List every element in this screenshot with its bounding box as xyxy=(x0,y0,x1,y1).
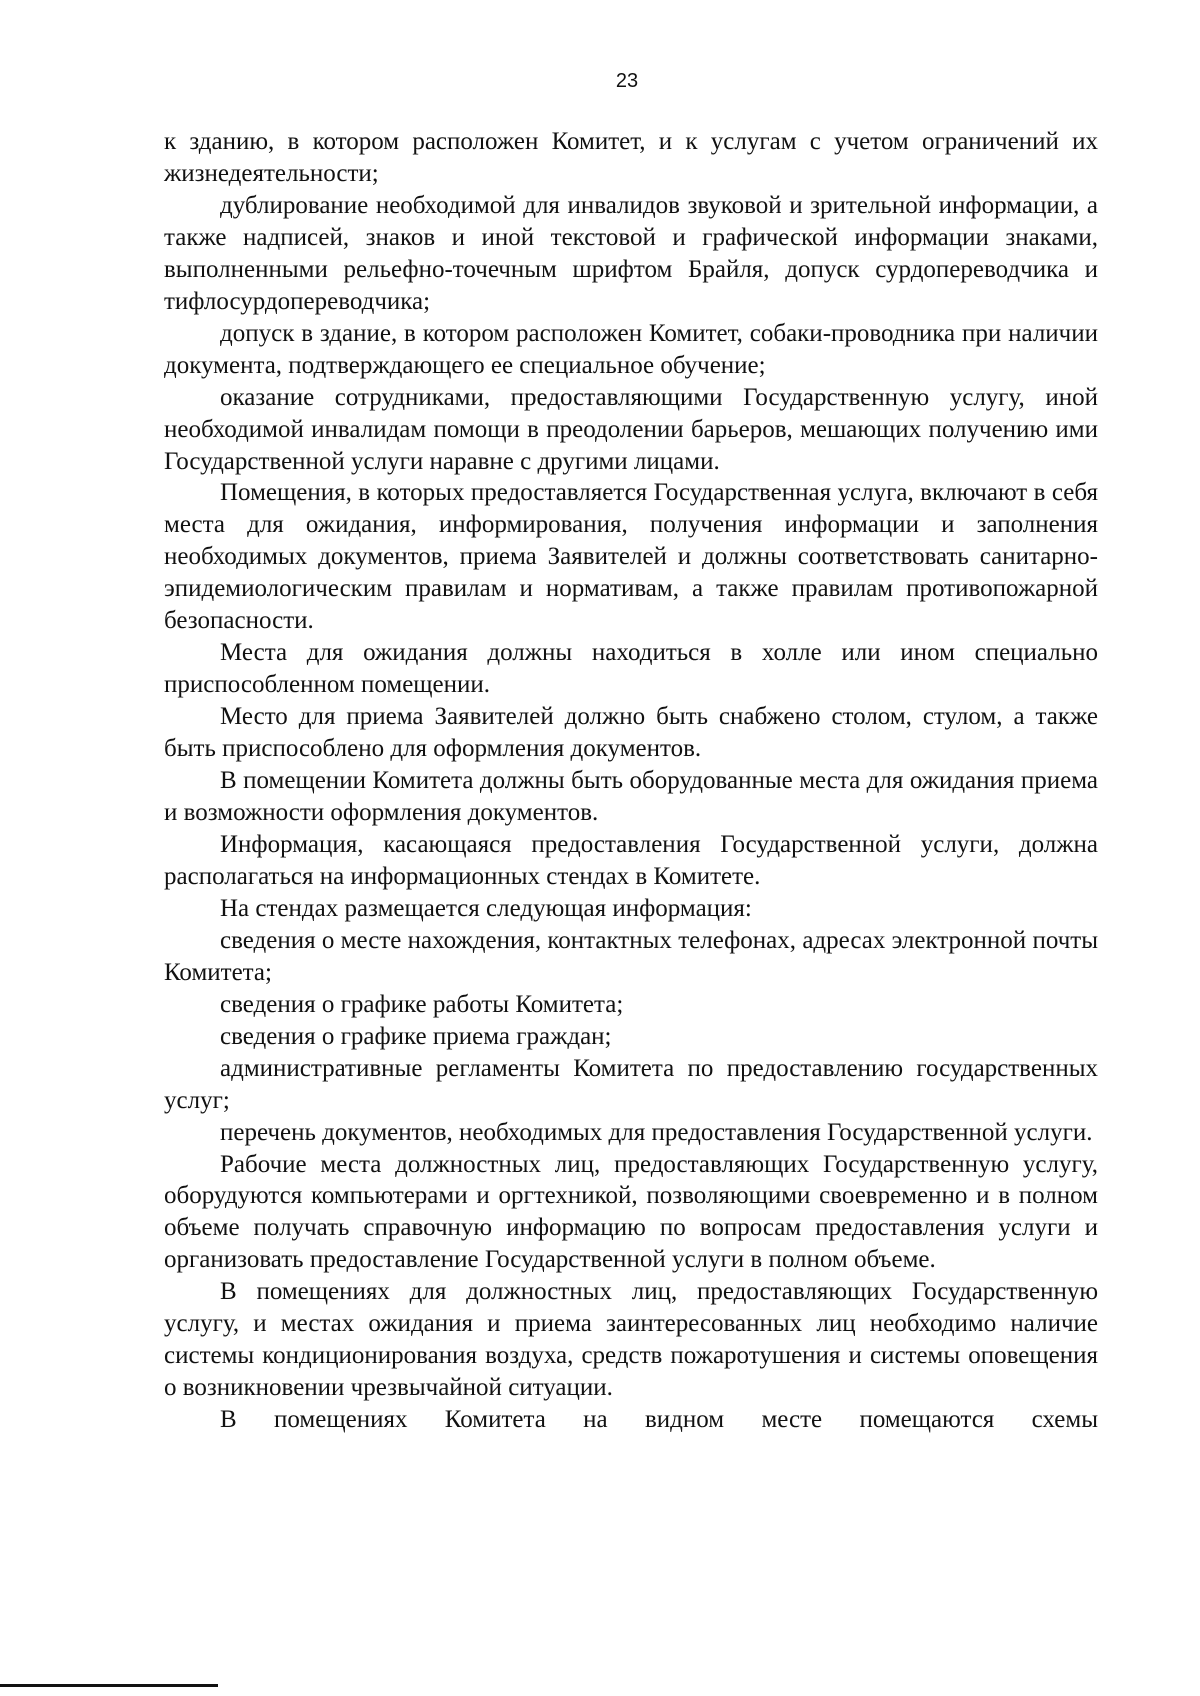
list-item: сведения о графике работы Комитета; xyxy=(220,990,624,1018)
list-item: административные регламенты Комитета по предоставлению государственных услуг; xyxy=(164,1054,1098,1114)
paragraph: Помещения, в которых предоставляется Государственная услуга, включают в себя места для ожидания, информирования, получения информации и заполнения необходимых документов, приема Заявителей и должны соответствовать санитарно-эпидемиологическим правилам и нормативам, а также правилам противопожарной безопасности. xyxy=(164,479,1098,635)
paragraph: допуск в здание, в котором расположен Комитет, собаки-проводника при наличии документа, подтверждающего ее специальное обучение; xyxy=(164,319,1098,379)
footer-rule xyxy=(0,1684,218,1687)
paragraph: Рабочие места должностных лиц, предоставляющих Государственную услугу, оборудуются компьютерами и оргтехникой, позволяющими своевременно и в полном объеме получать справочную информацию по вопросам предоставления услуги и организовать предоставление Государственной услуги в полном объеме. xyxy=(164,1150,1098,1274)
paragraph: На стендах размещается следующая информация: xyxy=(220,894,752,922)
list-item: перечень документов, необходимых для предоставления Государственной услуги. xyxy=(220,1118,1093,1146)
paragraph: В помещении Комитета должны быть оборудованные места для ожидания приема и возможности оформления документов. xyxy=(164,767,1098,827)
paragraph: дублирование необходимой для инвалидов звуковой и зрительной информации, а также надписей, знаков и иной текстовой и графической информации знаками, выполненными рельефно-точечным шрифтом Брайля, допуск сурдопереводчика и тифлосурдопереводчика; xyxy=(164,191,1098,315)
paragraph: к зданию, в котором расположен Комитет, и к услугам с учетом ограничений их жизнедеятельности; xyxy=(164,128,1098,187)
paragraph: Информация, касающаяся предоставления Государственной услуги, должна располагаться на информационных стендах в Комитете. xyxy=(164,830,1098,890)
paragraph: Место для приема Заявителей должно быть снабжено столом, стулом, а также быть приспособлено для оформления документов. xyxy=(164,703,1098,763)
list-item: сведения о графике приема граждан; xyxy=(220,1022,612,1050)
paragraph: В помещениях Комитета на видном месте помещаются схемы xyxy=(220,1406,1098,1434)
list-item: сведения о месте нахождения, контактных телефонах, адресах электронной почты Комитета; xyxy=(164,926,1098,986)
paragraph: оказание сотрудниками, предоставляющими Государственную услугу, иной необходимой инвалидам помощи в преодолении барьеров, мешающих получению ими Государственной услуги наравне с другими лицами. xyxy=(164,383,1098,475)
paragraph: Места для ожидания должны находиться в холле или ином специально приспособленном помещении. xyxy=(164,639,1098,699)
page-number: 23 xyxy=(615,70,639,92)
document-body xyxy=(164,126,1098,1436)
paragraph: В помещениях для должностных лиц, предоставляющих Государственную услугу, и местах ожидания и приема заинтересованных лиц необходимо наличие системы кондиционирования воздуха, средств пожаротушения и системы оповещения о возникновении чрезвычайной ситуации. xyxy=(164,1278,1098,1402)
